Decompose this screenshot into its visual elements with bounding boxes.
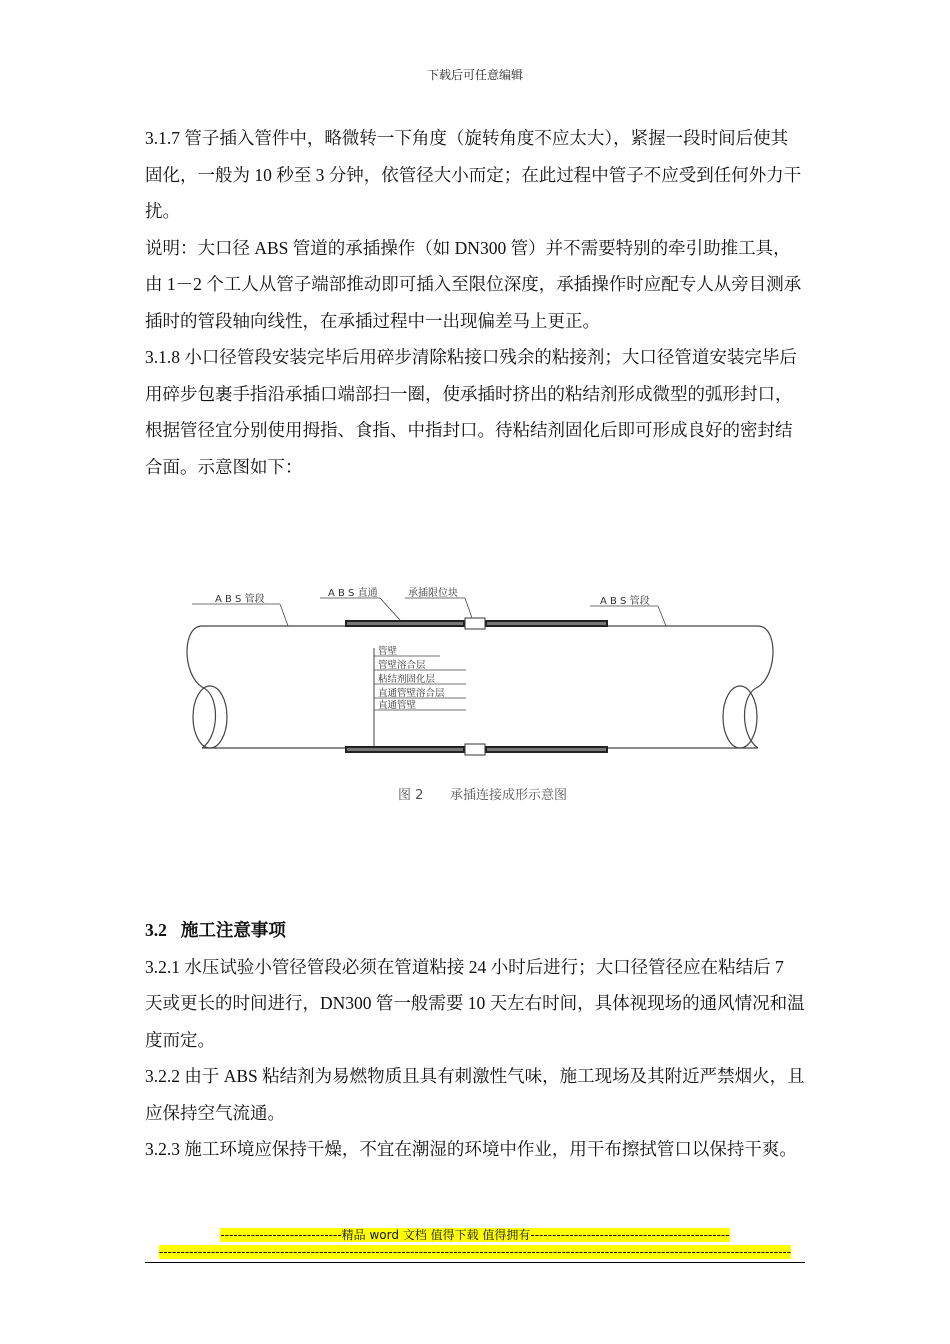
label-stop-block: 承插限位块 <box>408 588 458 599</box>
paragraph-note: 说明：大口径 ABS 管道的承插操作（如 DN300 管）并不需要特别的牵引助推工具，由 1－2 个工人从管子端部推动即可插入至限位深度，承插操作时应配专人从旁目测承插时的管段轴向线性，在承插过程中一出现偏差马上更正。 <box>145 237 802 331</box>
figure-caption-number: 图 2 <box>398 788 424 803</box>
paragraph-3-2-2: 3.2.2 由于 ABS 粘结剂为易燃物质且具有刺激性气味，施工现场及其附近严禁烟火，且应保持空气流通。 <box>145 1066 805 1123</box>
footer-banner-text-2: -------------------------------------------------------------------------------------------------------------------------------------------------- <box>158 1245 792 1259</box>
footer-rule <box>145 1262 805 1263</box>
section-title: 施工注意事项 <box>180 920 286 940</box>
figure-caption-text: 承插连接成形示意图 <box>450 788 568 803</box>
pipe-right-end <box>745 626 774 748</box>
pipe-right-opening <box>723 686 757 748</box>
page-header: 下载后可任意编辑 <box>426 68 523 82</box>
label-left-pipe: A B S 管段 <box>215 594 265 605</box>
paragraph-3-1-7: 3.1.7 管子插入管件中，略微转一下角度（旋转角度不应太大），紧握一段时间后使其固化，一般为 10 秒至 3 分钟，依管径大小而定；在此过程中管子不应受到任何外力干扰。 <box>145 128 802 221</box>
footer-banner-line-1 <box>0 1227 950 1243</box>
footer-banner-line-2 <box>0 1244 950 1260</box>
socket-joint-diagram <box>180 580 780 810</box>
coupling-wall-top <box>345 618 608 629</box>
layer-label: 直通管壁 <box>378 700 417 711</box>
section-number: 3.2 <box>145 920 167 940</box>
layer-label: 管壁 <box>378 646 398 657</box>
coupling-wall-bottom <box>345 744 608 755</box>
footer-banner-text-1: ----------------------------精品 word 文档 值得下载 值得拥有---------------------------------------------- <box>220 1228 730 1242</box>
paragraph-3-1-8: 3.1.8 小口径管段安装完毕后用碎步清除粘接口残余的粘接剂；大口径管道安装完毕后用碎步包裹手指沿承插口端部扫一圈，使承插时挤出的粘结剂形成微型的弧形封口，根据管径宜分别使用拇指、食指、中指封口。待粘结剂固化后即可形成良好的密封结合面。示意图如下： <box>145 347 797 477</box>
label-coupling: A B S 直通 <box>328 588 378 599</box>
section-heading <box>145 912 805 949</box>
layer-label: 粘结剂固化层 <box>378 674 436 685</box>
body-text-top <box>145 120 805 485</box>
layer-label: 直通管壁溶合层 <box>378 688 445 699</box>
paragraph-3-2-3: 3.2.3 施工环境应保持干燥，不宜在潮湿的环境中作业，用干布擦拭管口以保持干爽。 <box>145 1139 797 1159</box>
pipe-left-end <box>187 626 216 748</box>
paragraph-3-2-1: 3.2.1 水压试验小管径管段必须在管道粘接 24 小时后进行；大口径管径应在粘结后 7 天或更长的时间进行，DN300 管一般需要 10 天左右时间，具体视现场的通风情况和温度而定。 <box>145 956 805 1050</box>
body-text-bottom <box>145 912 805 1168</box>
layer-label: 管壁溶合层 <box>378 660 426 671</box>
label-right-pipe: A B S 管段 <box>600 596 650 607</box>
